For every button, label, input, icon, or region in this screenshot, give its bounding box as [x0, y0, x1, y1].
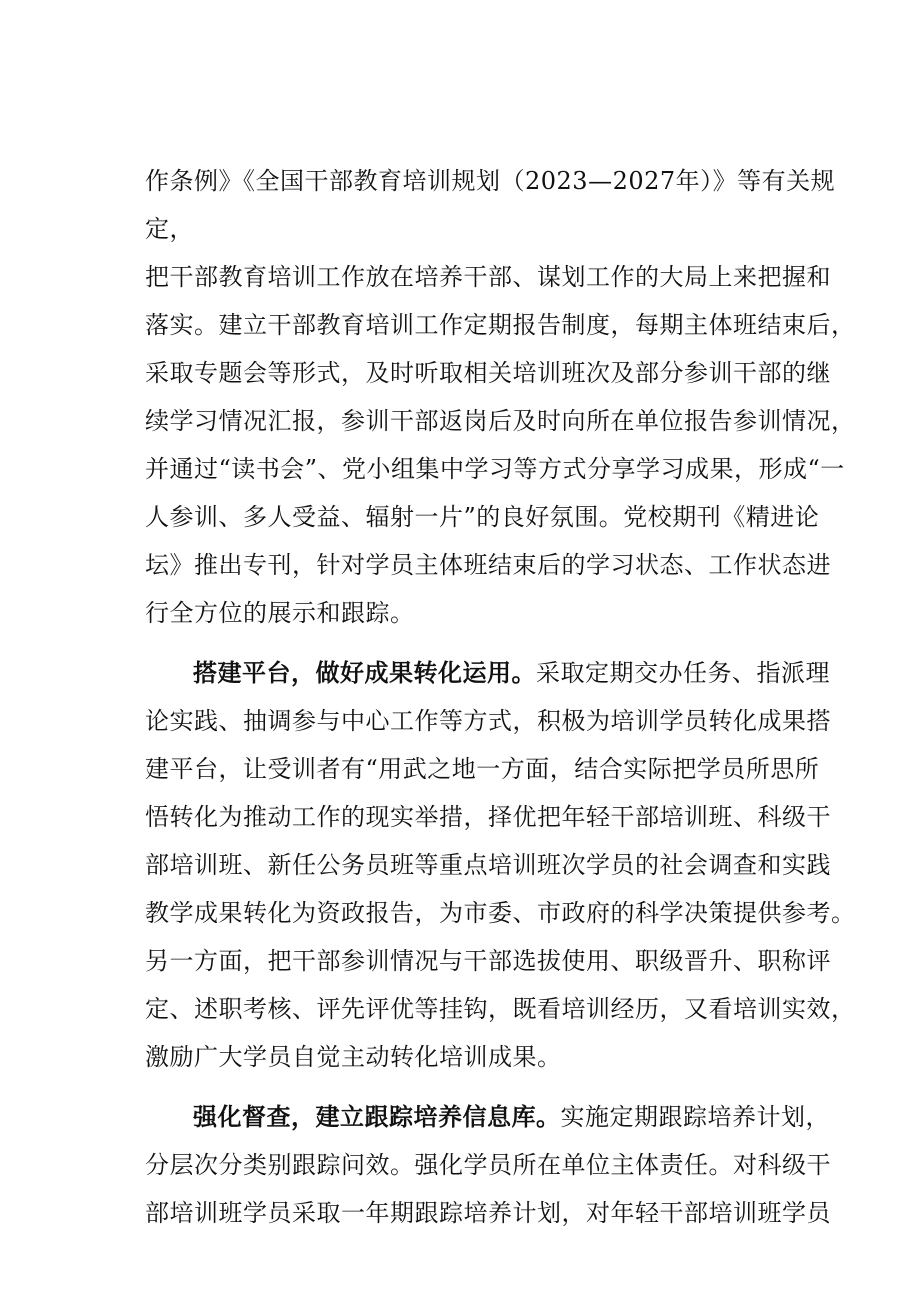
text-line: 行全方位的展示和跟踪。 — [145, 599, 415, 627]
text-line: 把干部教育培训工作放在培养干部、谋划工作的大局上来把握和 — [145, 263, 831, 291]
text-line: 部培训班学员采取一年期跟踪培养计划，对年轻干部培训班学员 — [145, 1199, 831, 1227]
document-page — [145, 157, 856, 1237]
text-line: 另一方面，把干部参训情况与干部选拔使用、职级晋升、职称评 — [145, 947, 831, 975]
paragraph-2 — [145, 253, 856, 637]
section-heading: 搭建平台，做好成果转化运用。 — [193, 658, 536, 687]
text-line: 教学成果转化为资政报告，为市委、市政府的科学决策提供参考。 — [145, 899, 856, 927]
text-line: 定， — [145, 215, 194, 243]
text-span: 采取定期交办任务、指派理 — [536, 659, 830, 687]
text-line: 采取专题会等形式，及时听取相关培训班次及部分参训干部的继 — [145, 359, 831, 387]
text-line: 落实。建立干部教育培训工作定期报告制度，每期主体班结束后， — [145, 311, 856, 339]
text-line: 续学习情况汇报，参训干部返岗后及时向所在单位报告参训情况， — [145, 407, 856, 435]
text-line — [145, 1093, 830, 1141]
text-line: 定、述职考核、评先评优等挂钩，既看培训经历，又看培训实效， — [145, 995, 856, 1023]
paragraph-3 — [145, 649, 856, 1081]
text-line: 作条例》《全国干部教育培训规划（2023—2027年）》等有关规 — [145, 167, 836, 195]
text-line: 人参训、多人受益、辐射一片”的良好氛围。党校期刊《精进论 — [145, 503, 820, 531]
section-heading: 强化督查，建立跟踪培养信息库。 — [193, 1102, 561, 1131]
text-line: 建平台，让受训者有“用武之地一方面，结合实际把学员所思所 — [145, 755, 820, 783]
text-line: 分层次分类别跟踪问效。强化学员所在单位主体责任。对科级干 — [145, 1151, 831, 1179]
text-line: 部培训班、新任公务员班等重点培训班次学员的社会调查和实践 — [145, 851, 831, 879]
text-line: 论实践、抽调参与中心工作等方式，积极为培训学员转化成果搭 — [145, 707, 831, 735]
text-span: 实施定期跟踪培养计划， — [560, 1103, 830, 1131]
text-line: 并通过“读书会”、党小组集中学习等方式分享学习成果，形成“一 — [145, 455, 845, 483]
text-line: 激励广大学员自觉主动转化培训成果。 — [145, 1043, 562, 1071]
text-line: 悟转化为推动工作的现实举措，择优把年轻干部培训班、科级干 — [145, 803, 831, 831]
text-line: 坛》推出专刊，针对学员主体班结束后的学习状态、工作状态进 — [145, 551, 831, 579]
paragraph-1 — [145, 157, 836, 253]
paragraph-4 — [145, 1093, 831, 1237]
text-line — [145, 649, 830, 697]
